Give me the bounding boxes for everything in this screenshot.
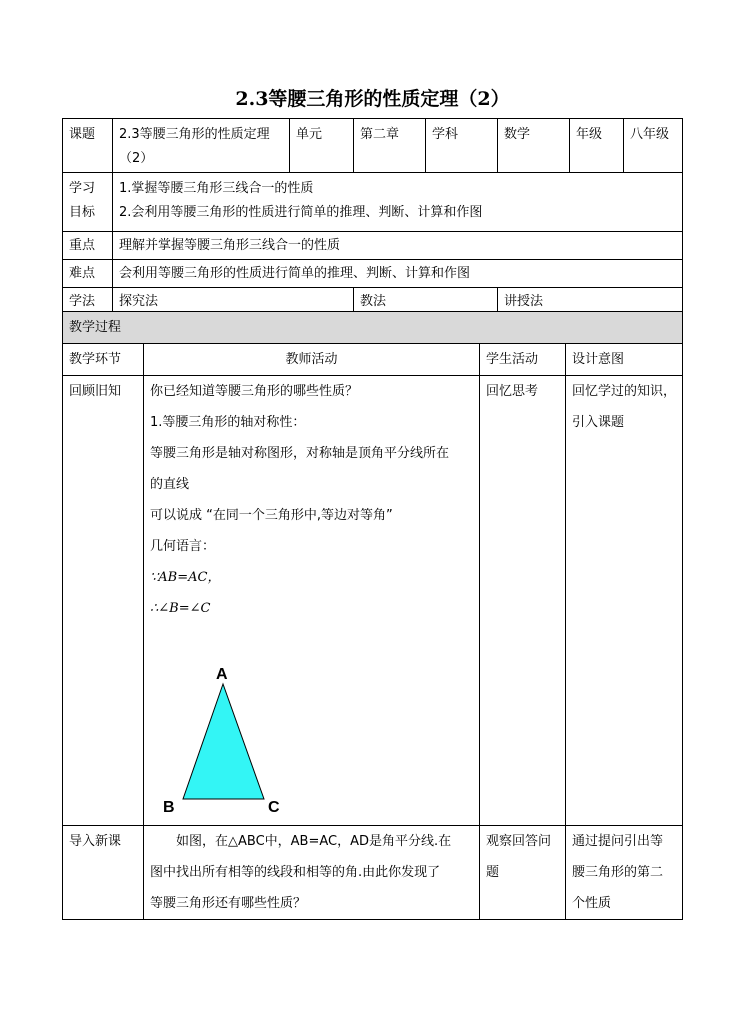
intent-line: 回忆学过的知识， [572, 384, 677, 399]
unit-value: 第二章 [354, 119, 426, 173]
difficulty-value: 会利用等腰三角形的性质进行简单的推理、判断、计算和作图 [113, 260, 683, 288]
goals-label-line: 学习 [69, 181, 96, 196]
student-cell [480, 826, 566, 920]
learn-value: 探究法 [113, 288, 354, 316]
goals-label [63, 173, 113, 232]
grade-value: 八年级 [624, 119, 683, 173]
difficulty-label: 难点 [63, 260, 113, 288]
intent-cell [566, 826, 683, 920]
focus-label: 重点 [63, 232, 113, 260]
teacher-line: 图中找出所有相等的线段和相等的角.由此你发现了 [150, 865, 441, 880]
subject-label: 学科 [426, 119, 498, 173]
intent-cell [566, 376, 683, 826]
isosceles-triangle-figure [160, 664, 290, 814]
header-stage: 教学环节 [63, 344, 144, 376]
subject-value: 数学 [498, 119, 570, 173]
teacher-line: ∵AB=AC， [150, 570, 221, 585]
triangle-shape [183, 684, 264, 799]
student-cell: 回忆思考 [480, 376, 566, 826]
topic-label: 课题 [63, 119, 113, 173]
teacher-line: 等腰三角形还有哪些性质？ [150, 896, 307, 911]
learn-label: 学法 [63, 288, 113, 316]
grade-label: 年级 [570, 119, 624, 173]
teacher-line: 可以说成 “在同一个三角形中,等边对等角” [150, 508, 393, 523]
vertex-b-label: B [163, 799, 175, 814]
info-table [62, 118, 683, 316]
goals-label-line: 目标 [69, 205, 96, 220]
vertex-a-label: A [216, 666, 228, 683]
teacher-line: 1.等腰三角形的轴对称性： [150, 415, 306, 430]
goal-item: 1.掌握等腰三角形三线合一的性质 [119, 181, 314, 196]
section-title: 教学过程 [63, 312, 683, 344]
intent-line: 个性质 [572, 896, 612, 911]
page-title: 2.3等腰三角形的性质定理（2） [235, 88, 510, 110]
stage-cell: 回顾旧知 [63, 376, 144, 826]
teach-method-label: 教法 [354, 288, 498, 316]
topic-value: 2.3等腰三角形的性质定理（2） [113, 119, 290, 173]
unit-label: 单元 [290, 119, 354, 173]
teacher-line: 如图，在△ABC中，AB=AC，AD是角平分线.在 [176, 834, 452, 849]
header-teacher: 教师活动 [144, 344, 480, 376]
teacher-cell [144, 826, 480, 920]
focus-value: 理解并掌握等腰三角形三线合一的性质 [113, 232, 683, 260]
intent-line: 引入课题 [572, 415, 625, 430]
header-intent: 设计意图 [566, 344, 683, 376]
teacher-line: 你已经知道等腰三角形的哪些性质？ [150, 384, 359, 399]
process-table [62, 311, 683, 920]
goals-value [113, 173, 683, 232]
student-line: 观察回答问 [486, 834, 552, 849]
teacher-line: 的直线 [150, 477, 190, 492]
intent-line: 通过提问引出等 [572, 834, 664, 849]
teacher-line: 等腰三角形是轴对称图形，对称轴是顶角平分线所在 [150, 446, 450, 461]
teacher-cell [144, 376, 480, 826]
stage-cell: 导入新课 [63, 826, 144, 920]
header-student: 学生活动 [480, 344, 566, 376]
teach-method-value: 讲授法 [498, 288, 683, 316]
intent-line: 腰三角形的第二 [572, 865, 664, 880]
teacher-line: 几何语言： [150, 539, 216, 554]
teacher-line: ∴∠B=∠C [150, 601, 211, 616]
student-line: 题 [486, 865, 500, 880]
vertex-c-label: C [268, 799, 280, 814]
goal-item: 2.会利用等腰三角形的性质进行简单的推理、判断、计算和作图 [119, 205, 483, 220]
